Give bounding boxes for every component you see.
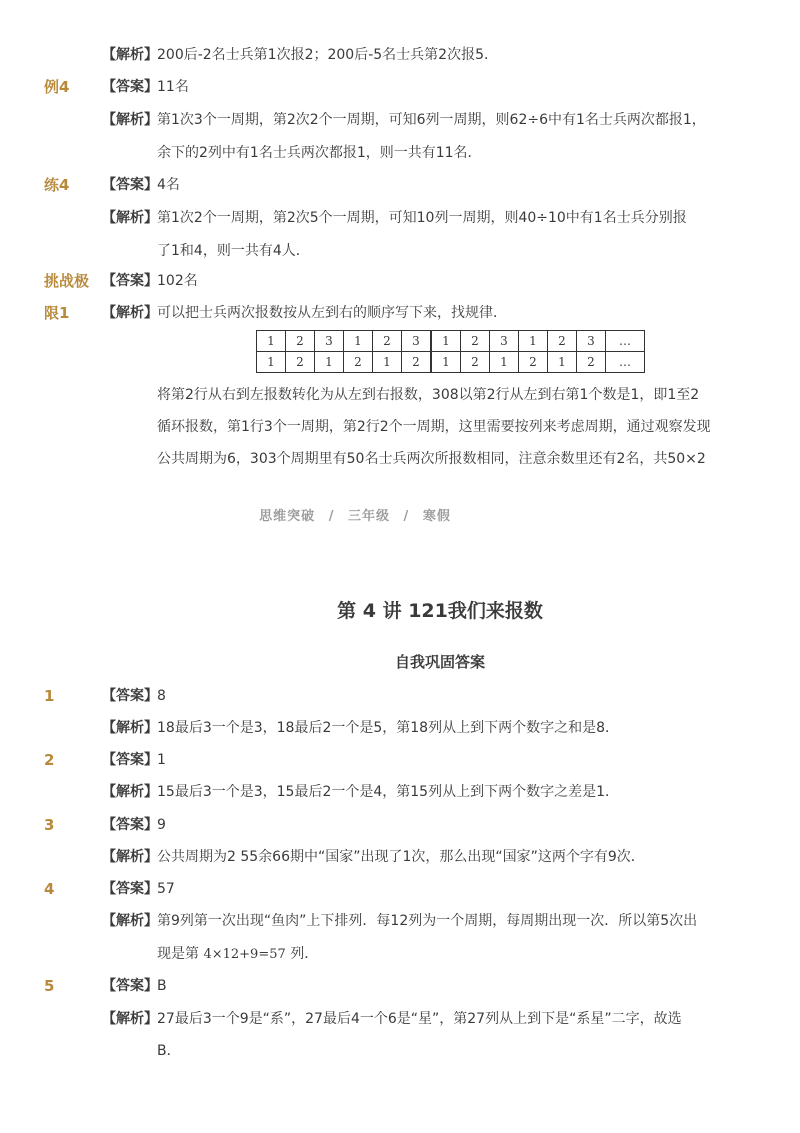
question-3-analysis-row [0,842,800,872]
number-table [256,330,645,373]
example-4-label: 例4 [44,78,70,96]
table-row [257,352,645,373]
lecture-title: 第 4 讲 121我们来报数 [337,600,543,622]
footer-separator: / [328,509,335,524]
table-cell: 1 [431,331,461,352]
answer-tag: 【答案】 [102,752,158,768]
analysis-text: 第1次2个一周期，第2次5个一周期，可知10列一周期，则40÷10中有1名士兵分别报 [157,210,687,226]
answer-text: 11名 [157,79,189,95]
table-cell: 2 [402,352,432,373]
question-2-answer-row [0,745,800,775]
table-cell: … [606,331,645,352]
table-cell: 1 [431,352,461,373]
analysis-row [0,40,800,70]
table-cell: 1 [490,352,519,373]
analysis-tag: 【解析】 [102,47,158,63]
answer-text: 4名 [157,177,180,193]
footer-separator: / [403,509,410,524]
practice-4-label: 练4 [44,176,70,194]
table-cell: 3 [315,331,344,352]
table-cell: 2 [461,352,490,373]
question-number: 2 [44,751,55,769]
analysis-text: 可以把士兵两次报数按从左到右的顺序写下来，找规律． [157,305,507,321]
table-cell: 2 [286,331,315,352]
table-cell: 2 [373,331,402,352]
table-cell: 2 [461,331,490,352]
table-cell: 1 [548,352,577,373]
math-formula: 4×12+9=57 [203,947,286,962]
analysis-text: 27最后3一个9是“系”，27最后4一个6是“星”，第27列从上到下是“系星”二字，故选 [157,1011,682,1027]
footer-term: 寒假 [422,509,451,524]
question-4-answer-row [0,874,800,904]
analysis-text: 现是第 [157,946,199,962]
analysis-text: 18最后3一个是3，18最后2一个是5，第18列从上到下两个数字之和是8． [157,720,619,736]
analysis-tag: 【解析】 [102,1011,158,1027]
analysis-tag: 【解析】 [102,112,158,128]
answer-text: B [157,978,167,994]
answer-tag: 【答案】 [102,177,158,193]
answer-text: 57 [157,881,175,897]
table-cell: 2 [577,352,606,373]
answer-tag: 【答案】 [102,978,158,994]
practice-4-analysis-row [0,203,800,233]
answer-text: 8 [157,688,166,704]
practice-4-analysis-continued: 了1和4，则一共有4人． [157,243,310,259]
answer-tag: 【答案】 [102,79,158,95]
analysis-text: 公共周期为2 55余66期中“国家”出现了1次，那么出现“国家”这两个字有9次． [157,849,645,865]
table-row [257,331,645,352]
question-number: 1 [44,687,55,705]
table-cell: 3 [402,331,432,352]
answer-tag: 【答案】 [102,817,158,833]
example-4-answer-row [0,72,800,102]
analysis-tag: 【解析】 [102,210,158,226]
table-cell: 1 [315,352,344,373]
question-1-answer-row [0,681,800,711]
question-4-analysis-continued [157,939,712,969]
analysis-tag: 【解析】 [102,913,158,929]
analysis-text: 列． [290,946,319,962]
table-cell: … [606,352,645,373]
answer-tag: 【答案】 [102,688,158,704]
section-subtitle: 自我巩固答案 [394,653,485,671]
challenge-1-analysis-line3: 循环报数，第1行3个一周期，第2行2个一周期，这里需要按列来考虑周期，通过观察发现 [157,419,711,435]
analysis-tag: 【解析】 [102,784,158,800]
analysis-text: 15最后3一个是3，15最后2一个是4，第15列从上到下两个数字之差是1． [157,784,619,800]
answer-tag: 【答案】 [102,881,158,897]
table-cell: 1 [257,352,286,373]
table-cell: 1 [373,352,402,373]
analysis-tag: 【解析】 [102,849,158,865]
challenge-1-analysis-line2: 将第2行从右到左报数转化为从左到右报数，308以第2行从左到右第1个数是1，即1至2 [157,387,700,403]
question-number: 3 [44,816,55,834]
question-5-answer-row [0,971,800,1001]
practice-4-answer-row [0,170,800,200]
table-cell: 1 [257,331,286,352]
answer-text: 102名 [157,273,198,289]
question-1-analysis-row [0,713,800,743]
table-cell: 2 [519,352,548,373]
example-4-analysis-continued: 余下的2列中有1名士兵两次都报1，则一共有11名． [157,145,482,161]
question-number: 4 [44,880,55,898]
question-5-analysis-row [0,1004,800,1034]
table-cell: 3 [490,331,519,352]
analysis-tag: 【解析】 [102,720,158,736]
challenge-1-analysis-line4: 公共周期为6，303个周期里有50名士兵两次所报数相同，注意余数里还有2名，共50×2 [157,451,706,467]
question-5-analysis-continued: B． [157,1043,181,1059]
footer-series: 思维突破 [259,509,316,524]
footer-grade: 三年级 [347,509,390,524]
answer-text: 1 [157,752,166,768]
analysis-text: 第1次3个一周期，第2次2个一周期，可知6列一周期，则62÷6中有1名士兵两次都报1， [157,112,706,128]
challenge-label-line2: 限1 [44,304,70,322]
analysis-text: 第9列第一次出现“鱼肉”上下排列．每12列为一个周期，每周期出现一次．所以第5次出 [157,913,698,929]
table-cell: 1 [519,331,548,352]
table-cell: 2 [548,331,577,352]
table-cell: 2 [286,352,315,373]
answer-tag: 【答案】 [102,273,158,289]
analysis-text: 200后-2名士兵第1次报2；200后-5名士兵第2次报5． [157,47,498,63]
challenge-label-line1: 挑战极 [44,272,90,290]
table-cell: 3 [577,331,606,352]
question-4-analysis-row [0,906,800,936]
answer-text: 9 [157,817,166,833]
question-number: 5 [44,977,55,995]
table-cell: 1 [344,331,373,352]
challenge-1-answer-row [0,266,800,296]
question-2-analysis-row [0,777,800,807]
table-cell: 2 [344,352,373,373]
question-3-answer-row [0,810,800,840]
page-footer [0,505,710,524]
example-4-analysis-row [0,105,800,135]
challenge-1-analysis-row [0,298,800,328]
analysis-tag: 【解析】 [102,305,158,321]
